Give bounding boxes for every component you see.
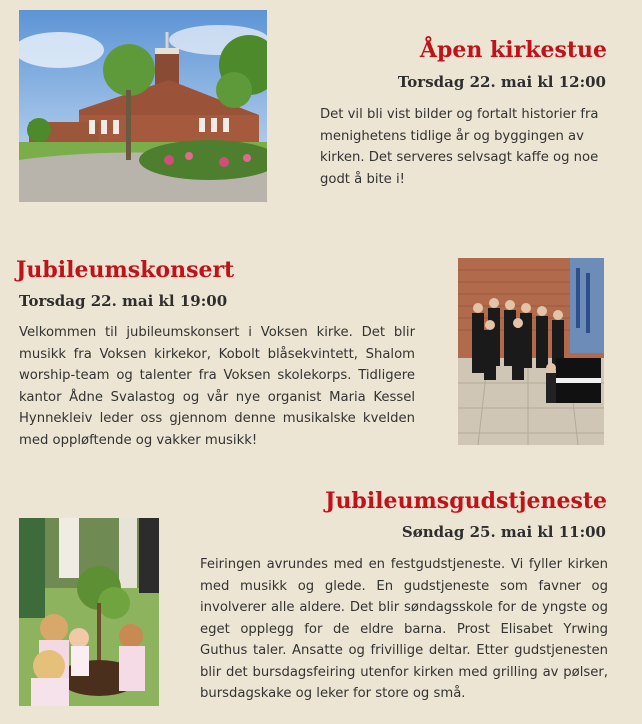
event-title: Jubileumskonsert (16, 257, 235, 283)
event-description: Det vil bli vist bilder og fortalt historier fra menighetens tidlige år og byggingen av kirken. Det serveres selvsagt kaffe og noe godt å bite i! (320, 107, 599, 187)
event-description: Velkommen til jubileumskonsert i Voksen kirke. Det blir musikk fra Voksen kirkekor, Kobolt blåsekvintett, Shalom worship-team og talenter fra Voksen skolekorps. Tidligere kantor Ådne Svalastog og vår nye organist Maria Kessel Hynnekleiv leder oss gjennom denne musikalske kvelden med oppløftende og vakker musikk! (19, 325, 415, 448)
event-date: Torsdag 22. mai kl 12:00 (397, 73, 606, 91)
event-title: Jubileumsgudstjeneste (325, 488, 607, 514)
top-decoration (0, 0, 642, 6)
event-title: Åpen kirkestue (419, 37, 607, 63)
children-planting-tree-photo (19, 518, 159, 706)
choir-photo (458, 258, 604, 445)
church-building-photo (19, 10, 267, 202)
event-date: Søndag 25. mai kl 11:00 (401, 523, 606, 541)
event-description: Feiringen avrundes med en festgudstjeneste. Vi fyller kirken med musikk og glede. En gudstjeneste som favner og involverer alle aldere. Det blir søndagsskole for de yngste og eget opplegg for de eldre barna. Prost Elisabet Yrwing Guthus taler. Ansatte og frivillige deltar. Etter gudstjenesten blir det bursdagsfeiring utenfor kirken med grilling av pølser, bursdagskake og leker for store og små. (200, 557, 608, 701)
event-date: Torsdag 22. mai kl 19:00 (19, 292, 228, 310)
